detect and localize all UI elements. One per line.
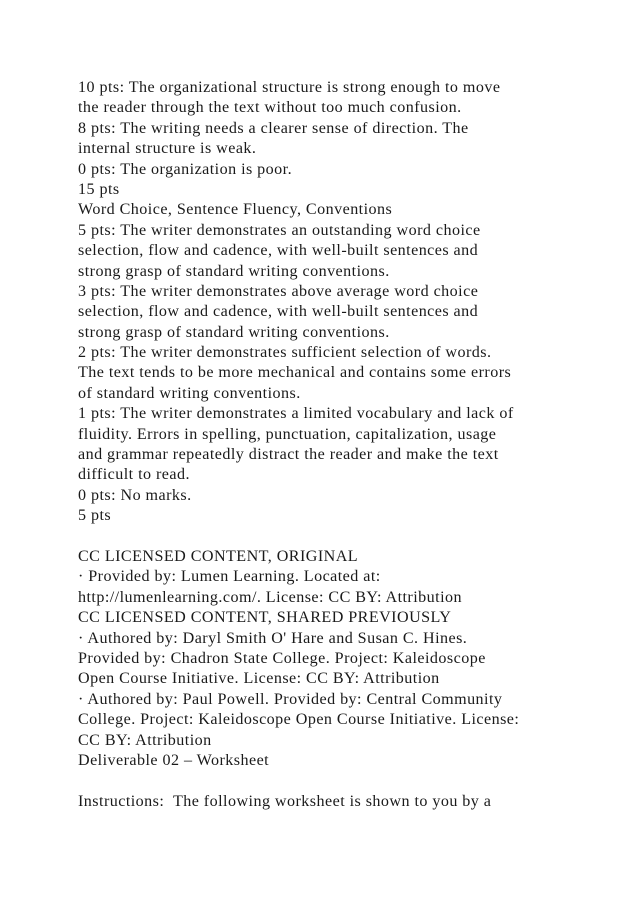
text-line: College. Project: Kaleidoscope Open Course Initiative. License: — [78, 711, 520, 729]
text-line: strong grasp of standard writing conventions. — [78, 323, 390, 341]
text-line: 2 pts: The writer demonstrates sufficient selection of words. — [78, 344, 492, 362]
text-line: 8 pts: The writing needs a clearer sense of direction. The — [78, 119, 469, 137]
text-line: 1 pts: The writer demonstrates a limited vocabulary and lack of — [78, 405, 514, 423]
deliverable-title: Deliverable 02 – Worksheet — [78, 751, 270, 769]
text-line: CC BY: Attribution — [78, 731, 212, 749]
text-line: 3 pts: The writer demonstrates above average word choice — [78, 282, 479, 300]
document-page — [78, 78, 623, 812]
text-line: Instructions: The following worksheet is shown to you by a — [78, 792, 492, 810]
text-line: Provided by: Chadron State College. Project: Kaleidoscope — [78, 649, 486, 667]
text-line: fluidity. Errors in spelling, punctuation, capitalization, usage — [78, 425, 497, 443]
blank-line — [78, 527, 623, 547]
text-line: difficult to read. — [78, 466, 190, 484]
text-line: strong grasp of standard writing conventions. — [78, 262, 390, 280]
section-heading: CC LICENSED CONTENT, ORIGINAL — [78, 547, 359, 565]
text-line: Open Course Initiative. License: CC BY: Attribution — [78, 670, 440, 688]
text-line: of standard writing conventions. — [78, 384, 301, 402]
text-line: selection, flow and cadence, with well-built sentences and — [78, 303, 479, 321]
text-line: 10 pts: The organizational structure is strong enough to move — [78, 79, 501, 96]
text-line: · Authored by: Daryl Smith O' Hare and Susan C. Hines. — [78, 629, 468, 647]
section-heading: CC LICENSED CONTENT, SHARED PREVIOUSLY — [78, 609, 452, 627]
text-line: 0 pts: No marks. — [78, 486, 192, 504]
text-line: 5 pts — [78, 507, 112, 525]
text-line: 15 pts — [78, 180, 120, 198]
text-line: · Authored by: Paul Powell. Provided by: Central Community — [78, 690, 503, 708]
text-line: http://lumenlearning.com/. License: CC BY: Attribution — [78, 588, 462, 606]
text-line: 0 pts: The organization is poor. — [78, 160, 293, 178]
blank-line — [78, 771, 623, 791]
section-heading: Word Choice, Sentence Fluency, Conventions — [78, 201, 393, 219]
text-line: and grammar repeatedly distract the reader and make the text — [78, 446, 499, 464]
text-line: selection, flow and cadence, with well-built sentences and — [78, 242, 479, 260]
text-line: The text tends to be more mechanical and contains some errors — [78, 364, 512, 382]
text-line: 5 pts: The writer demonstrates an outstanding word choice — [78, 221, 481, 239]
text-line: · Provided by: Lumen Learning. Located at: — [78, 568, 381, 586]
text-line: internal structure is weak. — [78, 140, 257, 158]
text-line: the reader through the text without too much confusion. — [78, 99, 462, 117]
